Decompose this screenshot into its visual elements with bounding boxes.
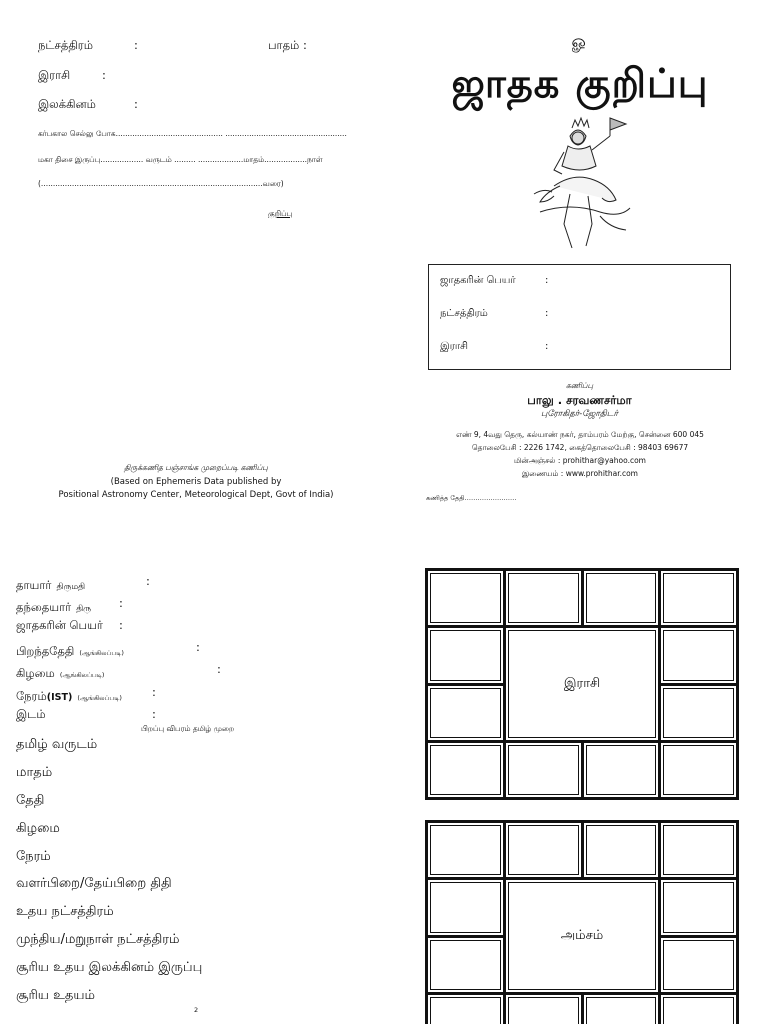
rasi-cell [661,571,736,625]
dasa-line: மகா திசை இருப்பு.................. வருடம் ......... ...................மாதம்..................நாள் [38,155,323,164]
nakshatra-label: நட்சத்திரம் [38,38,94,52]
kanippu-label: கணிப்பு [565,381,594,390]
amsam-cell [428,823,503,877]
month-label: மாதம் [16,765,53,780]
udaya-nakshatra-label: உதய நட்சத்திரம் [16,904,114,919]
amsam-cell [661,823,736,877]
website-line: இணையம் : www.prohithar.com [522,469,638,478]
surya-udayam-label: சூரிய உதயம் [16,988,95,1003]
prev-next-nakshatra-label: முந்திய/மறுநாள் நட்சத்திரம் [16,932,180,947]
tamil-year-label: தமிழ் வருடம் [16,737,98,752]
day-sub: (ஆங்கிலப்படி) [59,671,105,679]
amsam-chart [425,820,739,1024]
footer-line3: Positional Astronomy Center, Meteorological Dept, Govt of India) [58,490,334,500]
astrologer-name: பாலு . சரவணசர்மா [527,393,632,407]
info-nakshatra-colon: : [545,308,549,319]
time-sub: (ஆங்கிலப்படி) [77,694,122,702]
info-nakshatra-label: நட்சத்திரம் [440,308,488,319]
rasi-cell [428,571,503,625]
weekday-label: கிழமை [16,821,60,836]
mother-label: தாயார் [16,578,52,592]
info-name-colon: : [545,275,549,286]
time-label: நேரம் [16,689,47,703]
info-rasi-colon: : [545,341,549,352]
amsam-cell [661,995,736,1024]
page-number: 2 [194,1006,199,1014]
rasi-cell [506,571,581,625]
amsam-cell [428,880,503,934]
day-label: கிழமை [16,666,55,680]
dob-row [16,640,124,660]
rasi-colon: : [102,68,106,82]
rasi-cell [661,743,736,797]
dob-colon: : [196,640,200,654]
surya-udaya-lagna-label: சூரிய உதய இலக்கினம் இருப்பு [16,960,203,975]
lagna-label: இலக்கினம் [38,97,96,111]
dob-sub: (ஆங்கிலப்படி) [79,649,124,657]
rasi-cell [428,628,503,682]
amsam-center-label: அம்சம் [506,880,659,992]
day-colon: : [217,662,221,676]
padam-label: பாதம் : [268,38,307,52]
time-ist: (IST) [46,692,73,703]
rasi-cell [506,743,581,797]
amsam-cell [661,880,736,934]
tithi-label: வளர்பிறை/தேய்பிறை திதி [16,876,172,891]
footer-line1: திருக்கணித பஞ்சாங்க முறைப்படி கணிப்பு [124,463,268,472]
father-label: தந்தையார் [16,600,72,614]
rasi-center-label: இராசி [506,628,659,740]
lagna-colon: : [134,97,138,111]
email-line: மின்அஞ்சல் : prohithar@yahoo.com [514,456,646,465]
amsam-cell [428,995,503,1024]
rasi-cell [661,686,736,740]
note-heading: குறிப்பு [268,209,293,218]
amsam-cell [661,938,736,992]
footer-line2: (Based on Ephemeris Data published by [110,477,282,487]
day-row [16,662,104,682]
amsam-cell [506,823,581,877]
name-label: ஜாதகரின் பெயர் [16,618,103,632]
name-colon: : [119,618,123,632]
date-label: தேதி [16,793,45,808]
nakshatra-colon: : [134,38,138,52]
date-line: கணித்த தேதி…………………… [426,494,517,502]
tamil-time-label: நேரம் [16,849,51,864]
time-colon: : [152,685,156,699]
rasi-label: இராசி [38,68,71,82]
mother-prefix: திருமதி [56,582,86,592]
amsam-cell [428,938,503,992]
varai-line: (.............................................................................................வரை) [38,179,284,188]
rasi-chart [425,568,739,800]
deity-illustration-icon [530,116,640,252]
address-line: எண் 9, 4வது தெரு, கல்யாண் நகர், தாம்பரம் மேற்கு, சென்னை 600 045 [456,430,704,439]
time-row [16,685,122,705]
info-rasi-label: இராசி [440,341,468,352]
father-row [16,596,91,616]
garba-line: கர்பகால செல்லு போக............................................. ................................................... [38,129,347,138]
place-colon: : [152,707,156,721]
page-title: ஜாதக குறிப்பு [451,60,709,107]
rasi-cell [428,686,503,740]
dob-label: பிறந்ததேதி [16,644,75,658]
om-symbol: ௐ [571,32,589,52]
father-prefix: திரு [76,604,92,614]
amsam-cell [584,995,659,1024]
place-label: இடம் [16,707,46,721]
amsam-cell [584,823,659,877]
rasi-cell [584,743,659,797]
rasi-cell [661,628,736,682]
mother-colon: : [146,574,150,588]
info-name-label: ஜாதகரின் பெயர் [440,275,516,286]
phone-line: தொலைபேசி : 2226 1742, கைத்தொலைபேசி : 98403 69677 [471,443,689,452]
astrologer-title: புரோகிதர்-ஜோதிடர் [541,409,618,419]
father-colon: : [119,596,123,610]
rasi-cell [428,743,503,797]
rasi-cell [584,571,659,625]
birth-detail-note: பிறப்பு விபரம் தமிழ் முறை [141,724,235,733]
mother-row [16,574,85,594]
amsam-cell [506,995,581,1024]
info-box [428,264,731,370]
